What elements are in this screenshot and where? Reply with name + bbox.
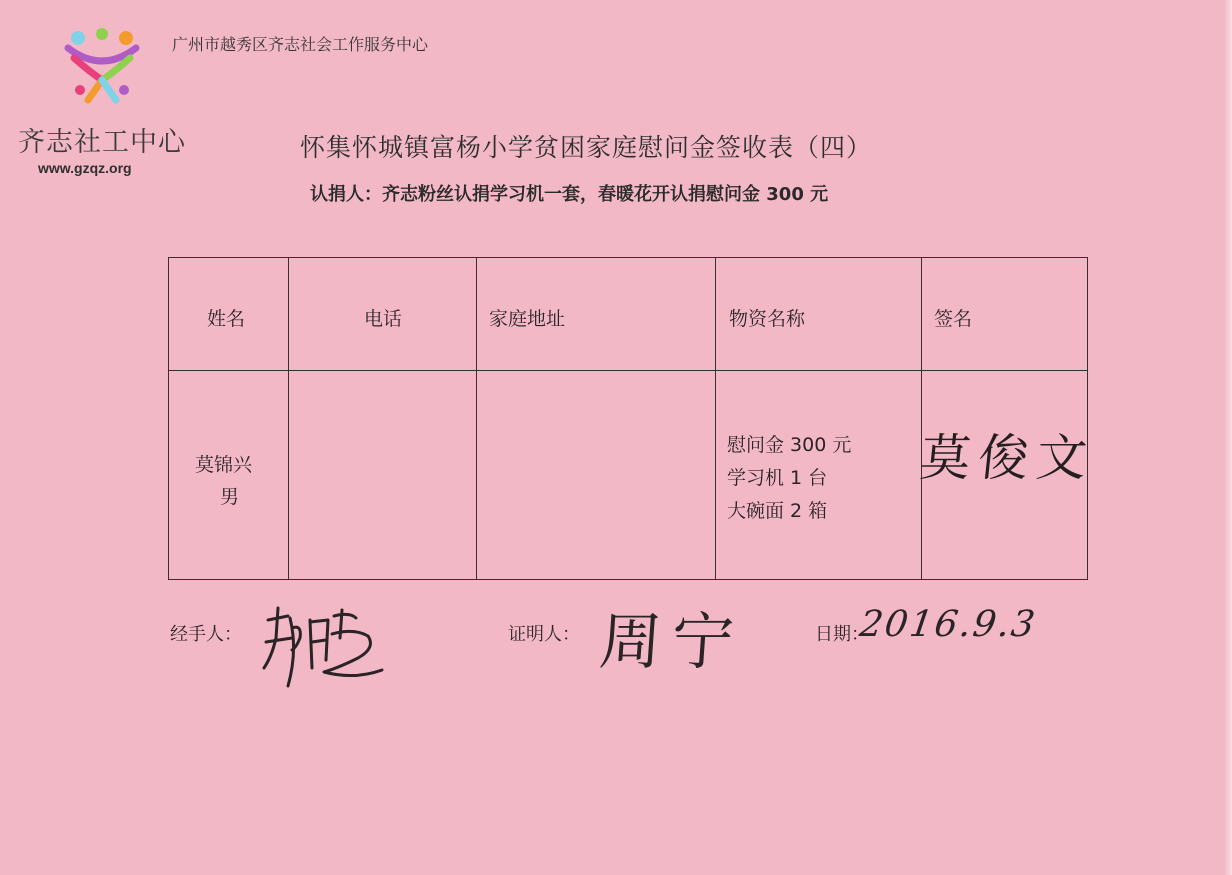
header-name: 姓名 <box>207 308 246 330</box>
item-line: 学习机 1 台 <box>727 467 828 489</box>
column-divider <box>288 258 289 579</box>
column-divider <box>921 258 922 579</box>
recipient-signature: 莫俊文 <box>917 429 1098 487</box>
scan-edge <box>1224 0 1232 875</box>
header-phone: 电话 <box>364 308 403 330</box>
document-subtitle: 认捐人：齐志粉丝认捐学习机一套，春暖花开认捐慰问金 300 元 <box>310 184 829 205</box>
row-divider <box>169 370 1087 371</box>
header-items: 物资名称 <box>729 308 806 330</box>
date-label: 日期： <box>815 624 869 645</box>
witness-label: 证明人： <box>508 624 580 645</box>
recipient-name: 莫锦兴 <box>195 454 253 476</box>
date-value: 2016.9.3 <box>857 604 1040 645</box>
organization-logo-icon <box>60 24 144 108</box>
organization-name: 广州市越秀区齐志社会工作服务中心 <box>172 35 429 54</box>
document-title: 怀集怀城镇富杨小学贫困家庭慰问金签收表（四） <box>300 133 873 162</box>
handler-signature-scribble <box>258 598 388 690</box>
handler-label: 经手人： <box>170 624 242 645</box>
logo-text: 齐志社工中心 <box>18 127 186 158</box>
recipient-gender: 男 <box>220 486 240 508</box>
column-divider <box>715 258 716 579</box>
item-line: 大碗面 2 箱 <box>727 500 828 522</box>
witness-signature: 周宁 <box>597 605 747 678</box>
column-divider <box>476 258 477 579</box>
item-line: 慰问金 300 元 <box>727 434 852 456</box>
header-signature: 签名 <box>934 308 973 330</box>
receipt-table <box>168 257 1098 580</box>
header-address: 家庭地址 <box>489 308 566 330</box>
logo-url: www.gzqz.org <box>38 160 132 176</box>
